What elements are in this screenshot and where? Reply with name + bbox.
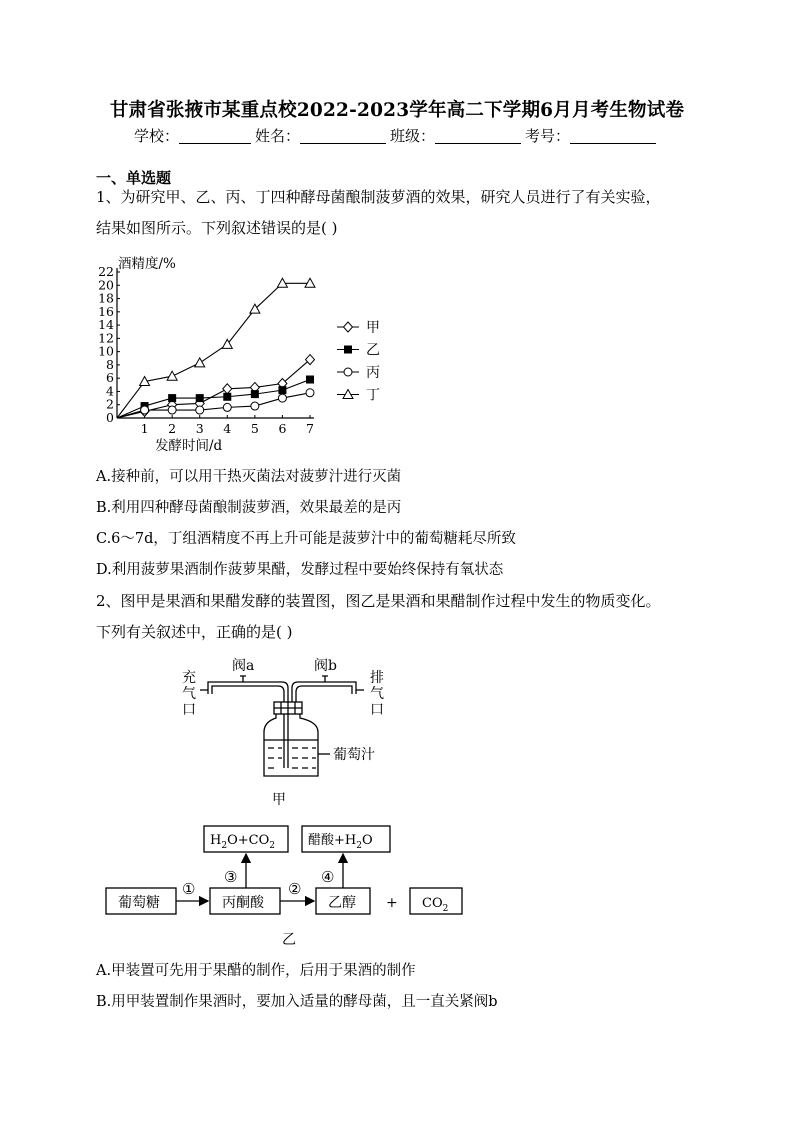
chart-x-tick-label: 4 <box>223 421 232 436</box>
chart-point-series-3 <box>223 403 231 411</box>
chart-point-series-3 <box>251 402 259 410</box>
step3-label: ③ <box>224 868 238 886</box>
chart-point-series-4 <box>195 358 205 367</box>
q1-option-b[interactable]: B.利用四种酵母菌酿制菠萝酒，效果最差的是丙 <box>96 500 402 516</box>
outlet-label-2: 气 <box>370 686 384 702</box>
chart-legend-marker <box>344 368 352 376</box>
outlet-label-3: 口 <box>370 702 384 718</box>
q2-stem-line1: 2、图甲是果酒和果醋发酵的装置图，图乙是果酒和果醋制作过程中发生的物质变化。 <box>96 592 661 610</box>
chart-point-series-3 <box>168 406 176 414</box>
pathway-caption: 乙 <box>282 932 296 948</box>
school-label: 学校： <box>133 127 179 145</box>
inlet-pipe-inner <box>212 686 284 702</box>
inlet-label-2: 气 <box>182 686 196 702</box>
chart-y-tick-label: 0 <box>106 410 114 425</box>
chart-legend-label: 丙 <box>366 365 380 381</box>
chart-x-tick-label: 5 <box>250 421 259 436</box>
q1-option-c[interactable]: C.6～7d，丁组酒精度不再上升可能是菠萝汁中的葡萄糖耗尽所致 <box>96 531 516 547</box>
chart-point-series-2 <box>168 394 176 402</box>
chart-y-tick-label: 18 <box>98 290 114 306</box>
q2-stem-line2: 下列有关叙述中，正确的是( ) <box>96 623 293 641</box>
step4-label: ④ <box>321 868 335 886</box>
q1-stem-line1: 1、为研究甲、乙、丙、丁四种酵母菌酿制菠萝酒的效果，研究人员进行了有关实验， <box>96 188 661 206</box>
q2-option-a[interactable]: A.甲装置可先用于果醋的制作，后用于果酒的制作 <box>96 963 416 979</box>
valve-b-mark <box>322 676 328 682</box>
chart-y-axis-label: 酒精度/% <box>118 256 176 272</box>
chart-y-tick-label: 20 <box>98 277 114 293</box>
chart-point-series-2 <box>196 394 204 402</box>
valve-a-mark <box>240 676 246 682</box>
valve-a-label: 阀a <box>232 658 255 674</box>
chart-legend-label: 乙 <box>366 342 380 359</box>
chart-y-tick-label: 12 <box>98 330 114 346</box>
outlet-pipe-outer <box>292 682 356 702</box>
chart-y-tick-label: 4 <box>106 383 114 399</box>
outlet-label-1: 排 <box>370 670 384 686</box>
chart-x-tick-label: 1 <box>140 421 149 436</box>
apparatus-caption: 甲 <box>272 792 286 808</box>
h2o-co2-label: $H_2O+CO_2$ <box>210 833 275 851</box>
chart-y-tick-label: 14 <box>98 317 114 333</box>
chart-y-tick-label: 6 <box>106 370 114 386</box>
juice-label: 葡萄汁 <box>333 747 375 763</box>
q2-option-b[interactable]: B.用甲装置制作果酒时，要加入适量的酵母菌，且一直关紧阀b <box>96 994 498 1010</box>
chart-point-series-3 <box>141 406 149 414</box>
valve-b-label: 阀b <box>314 658 337 674</box>
q1-option-d[interactable]: D.利用菠萝果酒制作菠萝果醋，发酵过程中要始终保持有氧状态 <box>96 562 504 578</box>
plus-sign: + <box>386 895 398 911</box>
name-label: 姓名： <box>254 127 300 145</box>
inlet-label-1: 充 <box>182 670 196 686</box>
chart-y-tick-label: 16 <box>98 303 114 319</box>
chart-point-series-2 <box>306 376 314 384</box>
section-heading: 一、单选题 <box>96 169 172 187</box>
stopper-hatch <box>274 702 302 714</box>
chart-point-series-3 <box>196 406 204 414</box>
pathway-diagram <box>96 820 476 952</box>
step2-label: ② <box>288 880 302 898</box>
class-label: 班级： <box>390 127 436 145</box>
chart-point-series-1 <box>223 384 232 394</box>
chart-point-series-3 <box>278 394 286 402</box>
page-title: 甘肃省张掖市某重点校2022-2023学年高二下学期6月月考生物试卷 <box>109 100 685 121</box>
outlet-pipe-inner <box>296 686 352 702</box>
chart-point-series-2 <box>278 386 286 394</box>
bottle-outline <box>264 714 318 776</box>
ethanol-label: 乙醇 <box>328 895 356 911</box>
glucose-label: 葡萄糖 <box>118 895 160 911</box>
chart-y-tick-label: 22 <box>98 264 114 279</box>
liquid-dashes <box>268 748 316 768</box>
pyruvate-label: 丙酮酸 <box>222 895 264 911</box>
q1-line-chart <box>0 0 794 470</box>
chart-point-series-3 <box>306 389 314 397</box>
acetic-acid-label: 醋酸$+H_2O$ <box>308 833 373 851</box>
chart-x-tick-label: 3 <box>195 421 204 436</box>
chart-legend-label: 丁 <box>366 387 380 404</box>
step1-label: ① <box>182 880 196 898</box>
inlet-pipe-outer <box>208 682 288 702</box>
chart-point-series-2 <box>223 393 231 401</box>
chart-legend-marker <box>344 322 353 332</box>
co2-label: $CO_2$ <box>422 896 449 914</box>
inlet-label-3: 口 <box>182 702 196 718</box>
chart-y-tick-label: 10 <box>98 343 114 359</box>
chart-x-axis-label: 发酵时间/d <box>155 438 223 454</box>
chart-x-tick-label: 2 <box>168 421 177 436</box>
chart-point-series-1 <box>306 355 315 365</box>
chart-x-tick-label: 7 <box>306 421 314 436</box>
q1-option-a[interactable]: A.接种前，可以用干热灭菌法对菠萝汁进行灭菌 <box>96 469 402 485</box>
chart-point-series-2 <box>251 390 259 398</box>
q1-stem-line2: 结果如图所示。下列叙述错误的是( ) <box>96 219 338 237</box>
chart-point-series-4 <box>167 371 177 380</box>
inlet-tube <box>284 714 288 768</box>
chart-root <box>98 255 380 454</box>
chart-legend-label: 甲 <box>366 320 380 336</box>
exam-number-label: 考号： <box>525 127 571 145</box>
chart-legend-marker <box>344 346 352 354</box>
chart-x-tick-label: 6 <box>278 421 287 436</box>
chart-y-tick-label: 2 <box>106 396 114 412</box>
fermentation-apparatus-diagram <box>170 652 430 812</box>
chart-y-tick-label: 8 <box>106 356 114 372</box>
